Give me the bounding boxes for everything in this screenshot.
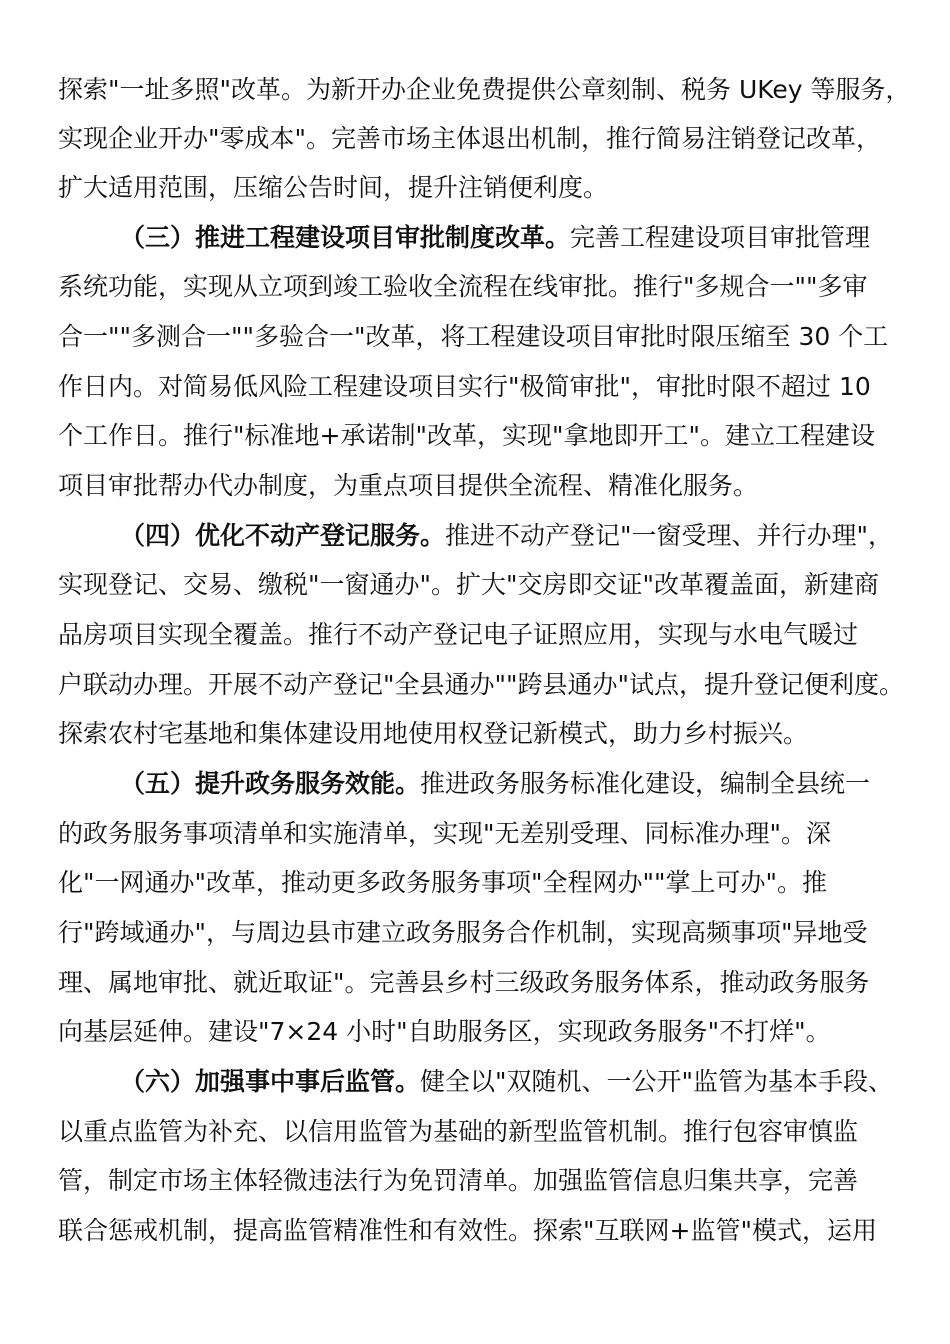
- section-6-heading: （六）加强事中事后监管。: [120, 1067, 421, 1096]
- paragraph-line: 实现登记、交易、缴税"一窗通办"。扩大"交房即交证"改革覆盖面，新建商: [58, 570, 879, 599]
- section-5-first-line: [120, 767, 920, 801]
- section-4-first-line: [120, 519, 920, 553]
- paragraph-line: 行"跨域通办"，与周边县市建立政务服务合作机制，实现高频事项"异地受: [58, 918, 868, 947]
- section-3-first-line: [120, 221, 920, 255]
- section-5-text: 推进政务服务标准化建设，编制全县统一: [420, 769, 871, 798]
- paragraph-line: 以重点监管为补充、以信用监管为基础的新型监管机制。推行包容审慎监: [58, 1117, 859, 1146]
- paragraph-line: 项目审批帮办代办制度，为重点项目提供全流程、精准化服务。: [58, 471, 759, 500]
- paragraph-line: 探索"一址多照"改革。为新开办企业免费提供公章刻制、税务 UKey 等服务，: [58, 75, 911, 104]
- paragraph-line: 化"一网通办"改革，推动更多政务服务事项"全程网办""掌上可办"。推: [58, 868, 827, 897]
- paragraph-line: 扩大适用范围，压缩公告时间，提升注销便利度。: [58, 173, 609, 202]
- paragraph-line: 联合惩戒机制，提高监管精准性和有效性。探索"互联网+监管"模式，运用: [58, 1216, 877, 1245]
- paragraph-line: 实现企业开办"零成本"。完善市场主体退出机制，推行简易注销登记改革，: [58, 124, 882, 153]
- paragraph-line: 的政务服务事项清单和实施清单，实现"无差别受理、同标准办理"。深: [58, 819, 832, 848]
- section-6-first-line: [120, 1065, 920, 1099]
- section-5-heading: （五）提升政务服务效能。: [120, 769, 421, 798]
- paragraph-line: 品房项目实现全覆盖。推行不动产登记电子证照应用，实现与水电气暖过: [58, 620, 859, 649]
- paragraph-line: 探索农村宅基地和集体建设用地使用权登记新模式，助力乡村振兴。: [58, 719, 809, 748]
- paragraph-line: 个工作日。推行"标准地+承诺制"改革，实现"拿地即开工"。建立工程建设: [58, 421, 875, 450]
- section-4-heading: （四）优化不动产登记服务。: [120, 521, 446, 550]
- section-3-heading: （三）推进工程建设项目审批制度改革。: [120, 223, 571, 252]
- paragraph-line: 管，制定市场主体轻微违法行为免罚清单。加强监管信息归集共享，完善: [58, 1166, 859, 1195]
- section-6-text: 健全以"双随机、一公开"监管为基本手段、: [420, 1067, 894, 1096]
- paragraph-line: 作日内。对简易低风险工程建设项目实行"极简审批"，审批时限不超过 10: [58, 372, 871, 401]
- paragraph-line: 向基层延伸。建设"7×24 小时"自助服务区，实现政务服务"不打烊"。: [58, 1017, 831, 1046]
- paragraph-line: 户联动办理。开展不动产登记"全县通办""跨县通办"试点，提升登记便利度。: [58, 670, 904, 699]
- section-4-text: 推进不动产登记"一窗受理、并行办理"，: [445, 521, 894, 550]
- paragraph-line: 理、属地审批、就近取证"。完善县乡村三级政务服务体系，推动政务服务: [58, 968, 870, 997]
- paragraph-line: 系统功能，实现从立项到竣工验收全流程在线审批。推行"多规合一""多审: [58, 272, 868, 301]
- paragraph-line: 合一""多测合一""多验合一"改革，将工程建设项目审批时限压缩至 30 个工: [58, 322, 889, 351]
- section-3-text: 完善工程建设项目审批管理: [570, 223, 871, 252]
